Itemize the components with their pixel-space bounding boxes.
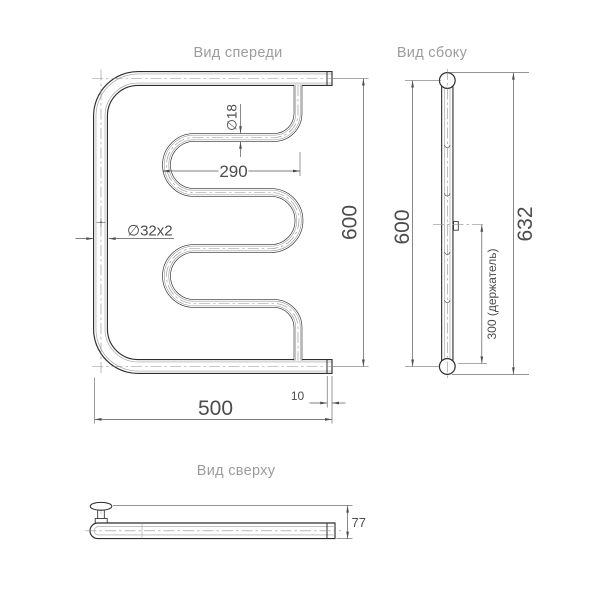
front-view-title: Вид спереди [193,45,283,61]
side-view-title: Вид сбоку [396,45,468,61]
dim-600-front [333,79,369,367]
dim-label-290: 290 [219,162,248,182]
side-tube [445,83,450,364]
dim-label-600-side: 600 [391,209,415,245]
dim-300-holder [458,225,499,364]
front-view [76,45,369,424]
dim-label-500: 500 [197,397,234,420]
dim-label-18: ∅18 [224,104,240,131]
dim-32x2 [76,223,175,240]
dim-label-600-front: 600 [338,204,362,241]
bracket-flange [90,502,112,510]
dim-290 [162,152,300,181]
top-bar [86,523,342,539]
side-view [391,45,537,379]
holder-bracket [454,222,459,231]
dim-label-77: 77 [351,515,366,530]
top-view [86,463,366,539]
dim-label-300: 300 (держатель) [484,248,499,340]
top-view-title: Вид сверху [196,463,276,479]
dim-label-632: 632 [514,206,538,242]
dim-10 [291,376,346,408]
wall-bracket [90,502,112,523]
dim-18 [224,104,241,157]
end-caps [327,71,332,374]
dim-label-32x2: ∅32x2 [127,222,173,240]
dim-600-side [391,81,441,367]
dim-label-10: 10 [290,389,305,403]
